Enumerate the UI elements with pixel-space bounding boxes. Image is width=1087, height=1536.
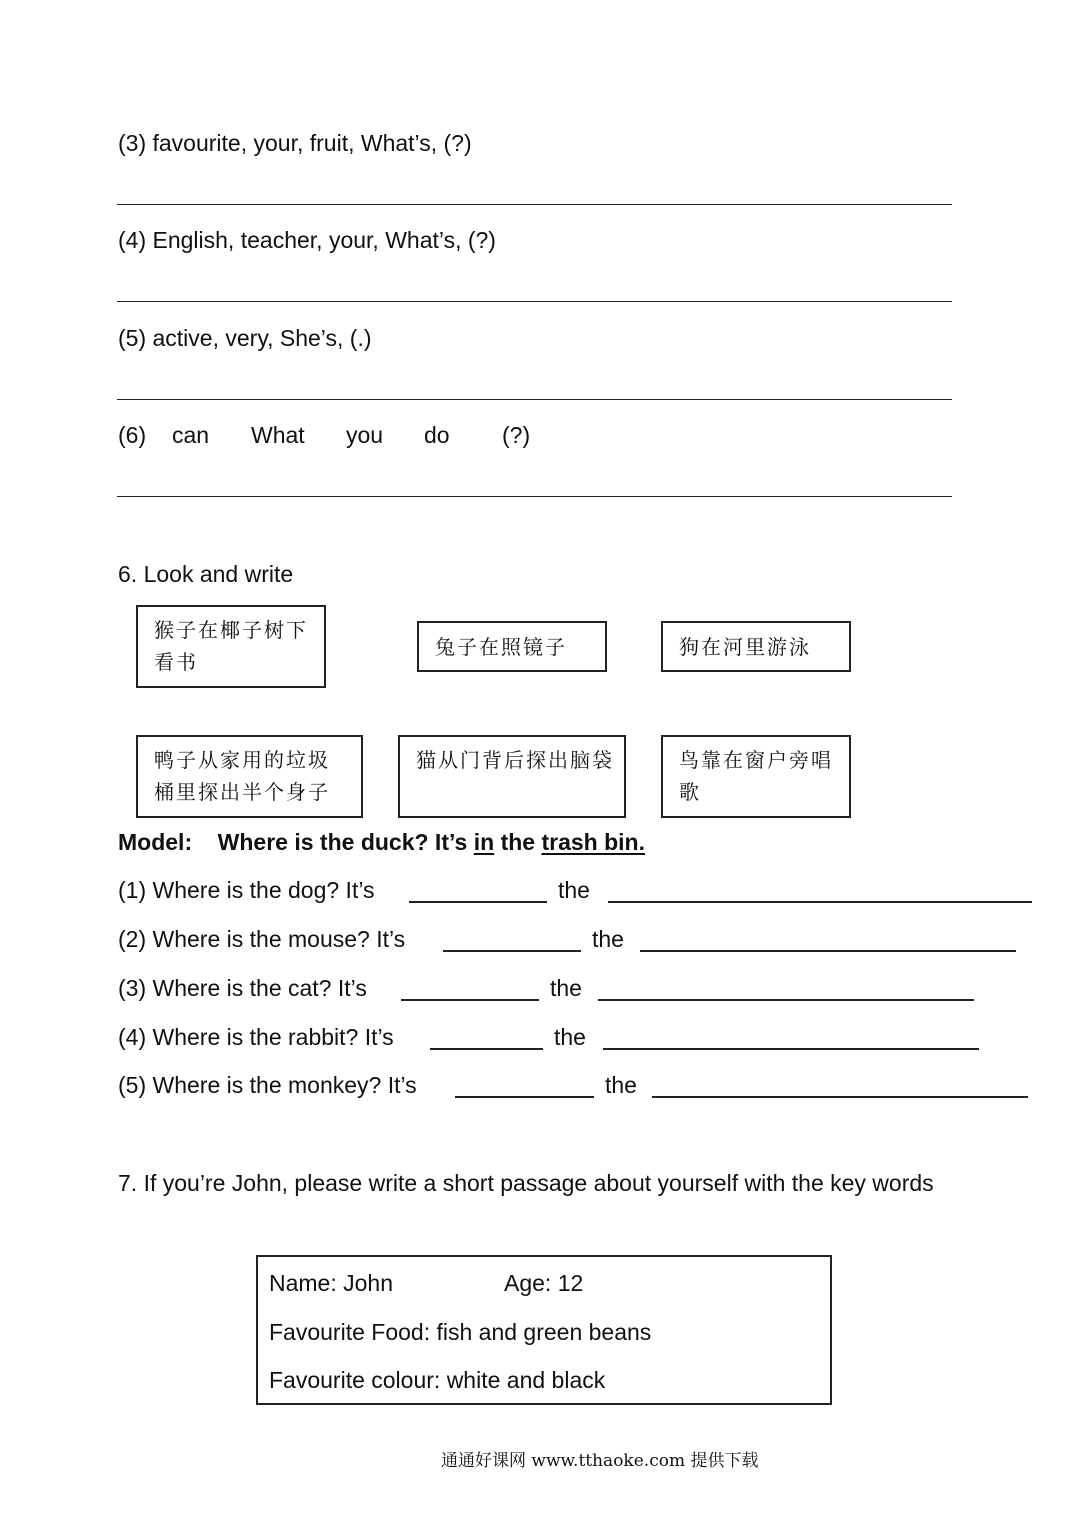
article-the-4: the — [554, 1024, 586, 1050]
place-blank-5[interactable] — [652, 1096, 1028, 1098]
key-age: Age: 12 — [504, 1270, 584, 1296]
picture-card-dog: 狗在河里游泳 — [661, 621, 851, 672]
place-blank-4[interactable] — [603, 1048, 979, 1050]
where-question-3: (3) Where is the cat? It’s — [118, 975, 367, 1001]
picture-card-duck: 鸭子从家用的垃圾桶里探出半个身子 — [136, 735, 363, 818]
picture-card-bird: 鸟靠在窗户旁唱歌 — [661, 735, 851, 818]
picture-card-monkey: 猴子在椰子树下看书 — [136, 605, 326, 688]
word-card: you — [346, 422, 384, 448]
model-sentence — [118, 829, 645, 856]
question-3: (3) favourite, your, fruit, What’s, (?) — [118, 130, 472, 156]
model-answer: trash bin. — [541, 829, 645, 855]
preposition-blank-4[interactable] — [430, 1048, 543, 1050]
place-blank-1[interactable] — [608, 901, 1032, 903]
where-question-2: (2) Where is the mouse? It’s — [118, 926, 406, 952]
question-4: (4) English, teacher, your, What’s, (?) — [118, 227, 496, 253]
preposition-blank-3[interactable] — [401, 999, 539, 1001]
place-blank-3[interactable] — [598, 999, 974, 1001]
model-label: Model: — [118, 829, 193, 855]
answer-line-4[interactable] — [117, 301, 952, 302]
article-the-3: the — [550, 975, 582, 1001]
word-card: can — [172, 422, 210, 448]
question-6-number: (6) — [118, 422, 147, 448]
picture-card-cat: 猫从门背后探出脑袋 — [398, 735, 626, 818]
model-preposition: in — [473, 829, 495, 855]
answer-line-3[interactable] — [117, 204, 952, 205]
article-the-2: the — [592, 926, 624, 952]
article-the-1: the — [558, 877, 590, 903]
picture-card-rabbit: 兔子在照镜子 — [417, 621, 607, 672]
model-question: Where is the duck? It’s — [217, 829, 468, 855]
answer-line-6[interactable] — [117, 496, 952, 497]
key-colour: Favourite colour: white and black — [269, 1367, 606, 1393]
footer-credit: 通通好课网 www.tthaoke.com 提供下载 — [441, 1451, 759, 1471]
model-article: the — [500, 829, 536, 855]
key-name: Name: John — [269, 1270, 394, 1296]
key-words-box — [256, 1255, 832, 1405]
preposition-blank-1[interactable] — [409, 901, 547, 903]
where-question-4: (4) Where is the rabbit? It’s — [118, 1024, 394, 1050]
where-question-1: (1) Where is the dog? It’s — [118, 877, 375, 903]
word-card: What — [251, 422, 305, 448]
word-card: (?) — [502, 422, 531, 448]
section-6-title: 6. Look and write — [118, 561, 294, 587]
preposition-blank-2[interactable] — [443, 950, 581, 952]
answer-line-5[interactable] — [117, 399, 952, 400]
place-blank-2[interactable] — [640, 950, 1016, 952]
preposition-blank-5[interactable] — [455, 1096, 594, 1098]
article-the-5: the — [605, 1072, 637, 1098]
word-card: do — [424, 422, 450, 448]
key-food: Favourite Food: fish and green beans — [269, 1319, 652, 1345]
question-5: (5) active, very, She’s, (.) — [118, 325, 372, 351]
section-7-title: 7. If you’re John, please write a short passage about yourself with the key words — [118, 1170, 934, 1196]
where-question-5: (5) Where is the monkey? It’s — [118, 1072, 417, 1098]
